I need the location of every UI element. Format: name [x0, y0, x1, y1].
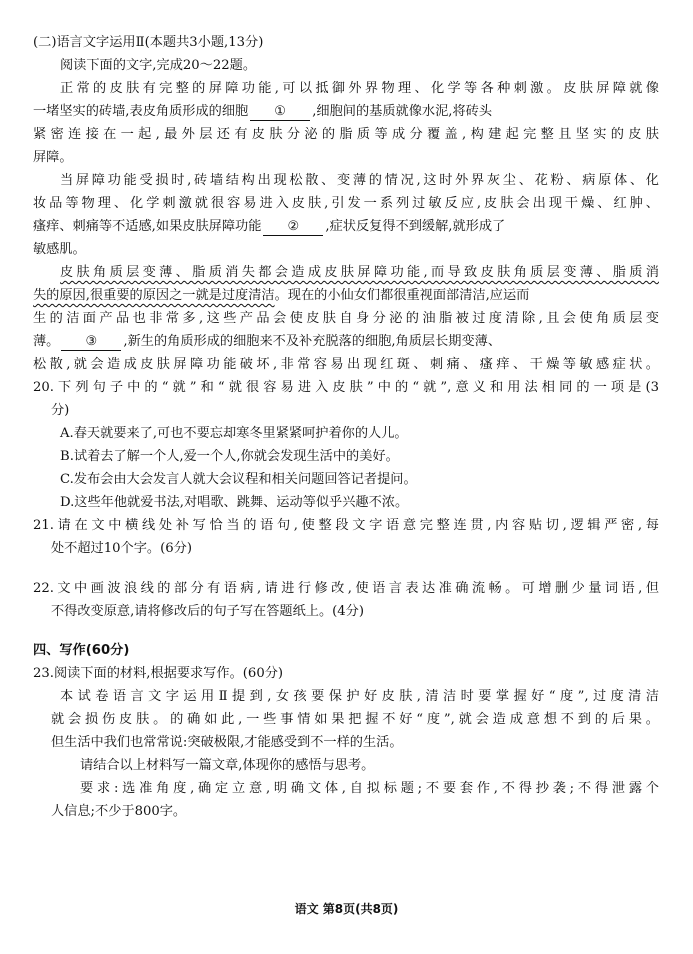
p3-line5: 松散,就会造成皮肤屏障功能破坏,非常容易出现红斑、刺痛、瘙痒、干燥等敏感症状。 — [33, 357, 659, 372]
section-title: (二)语言文字运用Ⅱ(本题共3小题,13分) — [33, 35, 264, 50]
p1-line2 — [33, 101, 492, 124]
material-line3: 但生活中我们也常常说:突破极限,才能感受到不一样的生活。 — [51, 735, 403, 750]
blank-3: ③ — [61, 334, 121, 351]
p2-line3-text: 瘙痒、刺痛等不适感,如果皮肤屏障功能 — [33, 219, 262, 234]
page-footer: 语文 第8页(共8页) — [294, 902, 399, 916]
writing-section-title: 四、写作(60分) — [33, 643, 130, 658]
q21-stem-cont: 处不超过10个字。(6分) — [51, 541, 192, 556]
p1-line3: 紧密连接在一起,最外层还有皮肤分泌的脂质等成分覆盖,构建起完整且坚实的皮肤 — [33, 127, 659, 142]
p3-line4-text: 薄。 — [33, 334, 60, 349]
q20-option-a: A.春天就要来了,可也不要忘却寒冬里紧紧呵护着你的人儿。 — [60, 426, 408, 441]
q23-stem: 23.阅读下面的材料,根据要求写作。(60分) — [33, 666, 284, 681]
p2-line2: 妆品等物理、化学刺激就很容易进入皮肤,引发一系列过敏反应,皮肤会出现干燥、红肿、 — [33, 196, 659, 211]
p3-line4-tail: ,新生的角质形成的细胞来不及补充脱落的细胞,角质层长期变薄、 — [123, 334, 502, 349]
p1-line4: 屏障。 — [33, 150, 73, 165]
requirements-line1: 要求:选准角度,确定立意,明确文体,自拟标题;不要套作,不得抄袭;不得泄露个 — [80, 781, 659, 796]
p2-line3 — [33, 216, 505, 239]
p2-line4: 敏感肌。 — [33, 242, 86, 257]
q20-stem-cont: 分) — [51, 403, 70, 418]
wavy-sentence-part1: 皮肤角质层变薄、脂质消失都会造成皮肤屏障功能,而导致皮肤角质层变薄、脂质消 — [60, 265, 659, 280]
p2-line3-tail: ,症状反复得不到缓解,就形成了 — [325, 219, 506, 234]
p3-line2 — [33, 285, 529, 308]
p3-line2-tail: 。现在的小仙女们都很重视面部清洁,应运而 — [274, 288, 530, 303]
q20-option-b: B.试着去了解一个人,爱一个人,你就会发现生活中的美好。 — [60, 449, 399, 464]
material-line4: 请结合以上材料写一篇文章,体现你的感悟与思考。 — [80, 758, 375, 773]
p3-line4 — [33, 331, 501, 354]
q20-option-d: D.这些年他就爱书法,对唱歌、跳舞、运动等似乎兴趣不浓。 — [60, 495, 409, 510]
blank-1: ① — [250, 104, 310, 121]
q22-stem-cont: 不得改变原意,请将修改后的句子写在答题纸上。(4分) — [51, 604, 364, 619]
q20-option-c: C.发布会由大会发言人就大会议程和相关问题回答记者提问。 — [60, 472, 417, 487]
p1-line2-tail: ,细胞间的基质就像水泥,将砖头 — [312, 104, 493, 119]
q21-stem: 21.请在文中横线处补写恰当的语句,使整段文字语意完整连贯,内容贴切,逻辑严密,每 — [33, 518, 659, 533]
p1-line1: 正常的皮肤有完整的屏障功能,可以抵御外界物理、化学等各种刺激。皮肤屏障就像 — [60, 81, 659, 96]
material-line1: 本试卷语言文字运用Ⅱ提到,女孩要保护好皮肤,清洁时要掌握好“度”,过度清洁 — [60, 689, 659, 704]
p1-line2-text: 一堵坚实的砖墙,表皮角质形成的细胞 — [33, 104, 249, 119]
wavy-sentence-part2: 失的原因,很重要的原因之一就是过度清洁 — [33, 288, 275, 303]
reading-intro: 阅读下面的文字,完成20～22题。 — [60, 58, 257, 73]
q20-stem: 20.下列句子中的“就”和“就很容易进入皮肤”中的“就”,意义和用法相同的一项是(3 — [33, 380, 659, 395]
material-line2: 就会损伤皮肤。的确如此,一些事情如果把握不好“度”,就会造成意想不到的后果。 — [51, 712, 659, 727]
p3-line3: 生的洁面产品也非常多,这些产品会使皮肤自身分泌的油脂被过度清除,且会使角质层变 — [33, 311, 659, 326]
p2-line1: 当屏障功能受损时,砖墙结构出现松散、变薄的情况,这时外界灰尘、花粉、病原体、化 — [60, 173, 659, 188]
requirements-line2: 人信息;不少于800字。 — [51, 804, 187, 819]
blank-2: ② — [263, 219, 323, 236]
q22-stem: 22.文中画波浪线的部分有语病,请进行修改,使语言表达准确流畅。可增删少量词语,但 — [33, 581, 659, 596]
p3-line1 — [60, 262, 659, 285]
